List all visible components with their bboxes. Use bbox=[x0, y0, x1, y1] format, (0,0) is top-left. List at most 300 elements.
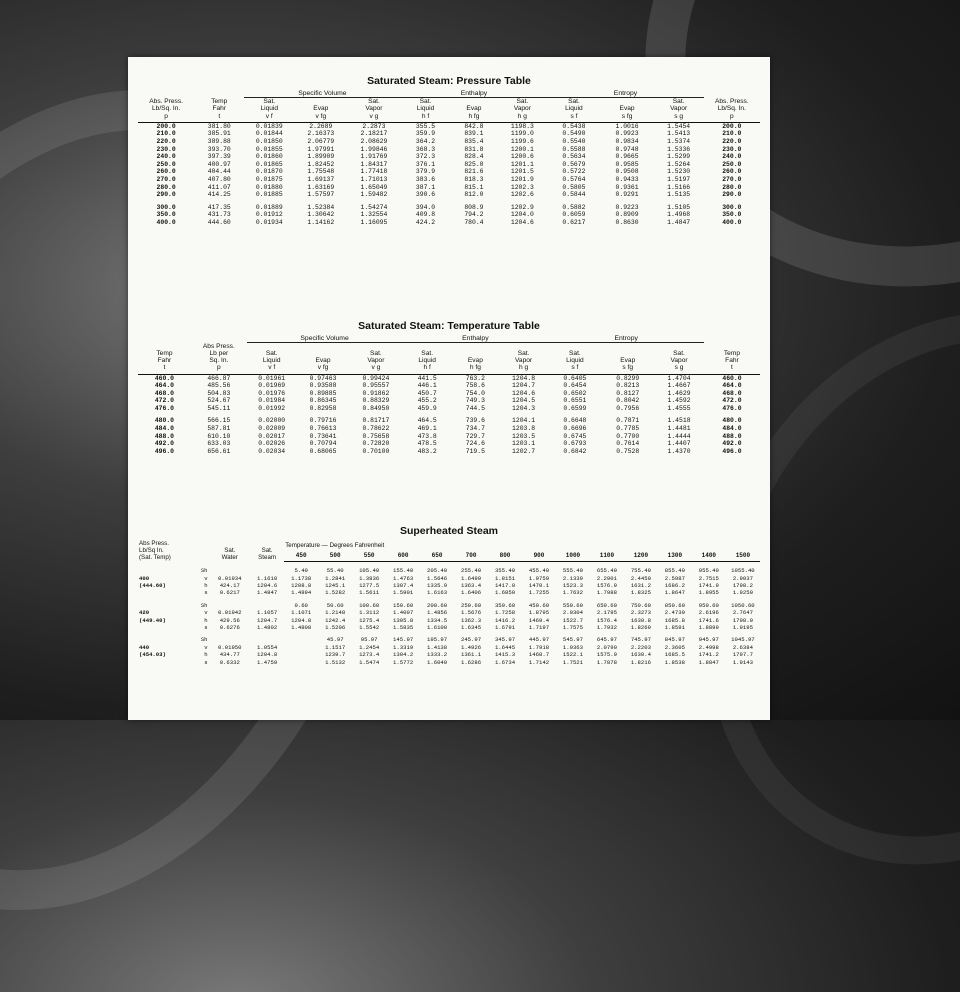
table-cell: 480.0 bbox=[154, 417, 175, 425]
table-cell: 1275.4 bbox=[359, 616, 380, 624]
table-cell: 1202.6 bbox=[510, 191, 534, 199]
table-cell: 1.8269 bbox=[630, 623, 651, 631]
header-line: Evap bbox=[620, 357, 636, 365]
table-row bbox=[138, 631, 760, 643]
table-cell: 1201.9 bbox=[510, 175, 534, 183]
header-line: p bbox=[164, 112, 168, 120]
table-cell: 1055.40 bbox=[731, 567, 755, 575]
header-line: t bbox=[163, 364, 166, 372]
table-cell: 0.02026 bbox=[258, 440, 286, 448]
table-cell: 5.40 bbox=[294, 567, 308, 575]
header-line: h f bbox=[421, 112, 430, 120]
header-line: Sat. bbox=[261, 547, 273, 555]
table-cell: 150.60 bbox=[393, 601, 414, 609]
table-cell: 1.82452 bbox=[307, 160, 335, 168]
table-cell: 0.8127 bbox=[616, 389, 640, 397]
column-header bbox=[401, 98, 451, 123]
temperature-table bbox=[138, 335, 760, 455]
table-cell: 1334.5 bbox=[427, 616, 448, 624]
pressure-cell: (444.60) bbox=[139, 581, 166, 589]
table-cell: 496.0 bbox=[154, 447, 175, 455]
pressure-table-header bbox=[138, 90, 760, 122]
table-cell: 1201.1 bbox=[510, 160, 534, 168]
table-cell: 1273.4 bbox=[359, 651, 380, 659]
table-cell: 1.9250 bbox=[732, 589, 753, 597]
temperature-table-title: Saturated Steam: Temperature Table bbox=[358, 320, 540, 332]
table-cell: 1.5542 bbox=[359, 623, 380, 631]
table-cell: 845.97 bbox=[664, 636, 685, 644]
table-cell: 464.0 bbox=[154, 382, 175, 390]
table-cell: 1.7197 bbox=[528, 623, 550, 631]
table-cell: 145.97 bbox=[393, 636, 414, 644]
table-cell: 355.40 bbox=[494, 567, 516, 575]
table-cell: 2.3273 bbox=[630, 609, 651, 617]
table-row bbox=[138, 199, 760, 212]
table-cell: 478.5 bbox=[417, 440, 437, 448]
table-cell: 1.5230 bbox=[667, 168, 691, 176]
table-cell: 1.7575 bbox=[562, 623, 584, 631]
table-cell: 1.4926 bbox=[460, 643, 482, 651]
table-cell: 1.0016 bbox=[615, 122, 639, 130]
table-cell: 0.8213 bbox=[616, 382, 640, 390]
table-cell: 1.8795 bbox=[528, 609, 550, 617]
table-cell: 1305.8 bbox=[393, 616, 414, 624]
table-cell: 1204.6 bbox=[510, 218, 534, 226]
table-row bbox=[138, 624, 760, 631]
table-cell: 0.01885 bbox=[255, 191, 283, 199]
header-line: Fahr bbox=[725, 357, 739, 365]
table-cell: 0.6059 bbox=[562, 211, 586, 219]
column-header bbox=[138, 98, 194, 123]
table-cell: 1.7878 bbox=[596, 658, 617, 666]
table-row bbox=[138, 412, 760, 425]
table-cell: 1.52384 bbox=[307, 203, 335, 211]
table-cell: 460.0 bbox=[154, 374, 175, 382]
pressure-group-header-row bbox=[138, 90, 760, 98]
table-cell: 372.3 bbox=[415, 153, 436, 161]
table-cell: 724.6 bbox=[465, 440, 485, 448]
table-cell: 350.0 bbox=[722, 211, 742, 219]
table-cell: 0.01844 bbox=[255, 130, 283, 138]
pressure-table-title: Saturated Steam: Pressure Table bbox=[367, 75, 531, 87]
table-cell: 1.4518 bbox=[667, 417, 691, 425]
table-cell: 270.0 bbox=[156, 175, 176, 183]
superheated-table-title: Superheated Steam bbox=[399, 525, 499, 537]
table-cell: 1.5282 bbox=[325, 589, 346, 597]
table-cell: 587.81 bbox=[207, 425, 231, 433]
table-cell: 483.2 bbox=[417, 447, 437, 455]
header-line: Temp bbox=[156, 349, 173, 357]
property-symbol: h bbox=[204, 651, 208, 659]
table-cell: 100.60 bbox=[359, 601, 380, 609]
table-cell: 1631.2 bbox=[630, 581, 651, 589]
table-cell: 1.4894 bbox=[291, 589, 312, 597]
table-cell: 0.89885 bbox=[309, 389, 337, 397]
table-row bbox=[138, 219, 760, 227]
header-line: Abs Press. bbox=[139, 540, 169, 547]
sat-water-cell: 0.01942 bbox=[218, 609, 242, 617]
table-cell: 755.40 bbox=[630, 567, 651, 575]
table-cell: 1203.5 bbox=[512, 432, 536, 440]
table-cell: 0.78622 bbox=[362, 425, 390, 433]
table-cell: 210.0 bbox=[722, 130, 742, 138]
table-cell: 0.01860 bbox=[255, 153, 283, 161]
table-cell: 1204.8 bbox=[512, 374, 536, 382]
table-cell: 364.2 bbox=[415, 138, 436, 145]
table-cell: 0.8630 bbox=[615, 218, 639, 226]
table-cell: 1.4968 bbox=[667, 211, 691, 219]
table-cell: 545.97 bbox=[562, 636, 584, 644]
table-cell: 566.15 bbox=[207, 417, 231, 425]
sat-steam-cell bbox=[250, 631, 284, 643]
group-header: Enthalpy bbox=[402, 335, 548, 343]
table-cell: 1.4629 bbox=[667, 389, 691, 397]
temperature-table-section bbox=[138, 320, 760, 455]
table-cell: 1.7258 bbox=[494, 609, 516, 617]
table-cell: 0.70100 bbox=[362, 447, 390, 455]
table-cell: 1.8216 bbox=[630, 658, 651, 666]
table-cell: 2.7515 bbox=[698, 574, 719, 582]
table-cell: 1.8847 bbox=[698, 658, 719, 666]
table-cell: 0.02000 bbox=[258, 417, 286, 425]
table-cell: 763.2 bbox=[465, 374, 485, 382]
table-cell: 633.03 bbox=[207, 440, 231, 448]
table-cell: 445.97 bbox=[528, 636, 550, 644]
column-header bbox=[451, 98, 498, 123]
table-cell: 0.5634 bbox=[562, 153, 586, 161]
group-header: Specific Volume bbox=[244, 90, 400, 98]
table-cell: 821.6 bbox=[464, 168, 484, 176]
table-row bbox=[138, 138, 760, 146]
table-row bbox=[138, 405, 760, 413]
header-line: Lb per bbox=[209, 349, 229, 357]
table-cell: 1.7988 bbox=[596, 589, 617, 597]
table-cell: 0.6551 bbox=[563, 397, 587, 405]
table-cell: 393.70 bbox=[207, 145, 231, 153]
property-symbol: s bbox=[204, 589, 208, 597]
table-cell: 1.4370 bbox=[667, 447, 691, 455]
table-cell: 0.9433 bbox=[615, 175, 639, 183]
table-cell: 645.97 bbox=[596, 636, 617, 644]
table-cell: 739.6 bbox=[465, 417, 485, 425]
table-cell: 0.7785 bbox=[616, 425, 640, 433]
table-cell: 1.5611 bbox=[359, 589, 380, 597]
table-cell: 0.6745 bbox=[563, 432, 587, 440]
table-cell: 0.88329 bbox=[362, 397, 390, 405]
header-line: v fg bbox=[315, 112, 327, 120]
table-cell: 1.9143 bbox=[732, 658, 753, 666]
table-cell: 729.7 bbox=[465, 432, 485, 440]
table-cell: 650.60 bbox=[596, 601, 617, 609]
superheated-table-body bbox=[138, 562, 760, 666]
table-cell: 1204.3 bbox=[512, 404, 536, 412]
table-cell: 0.72820 bbox=[362, 440, 390, 448]
header-line: Vapor bbox=[515, 357, 533, 365]
header-line: Liquid bbox=[416, 105, 435, 113]
group-header: Entropy bbox=[548, 335, 703, 343]
superheated-header-row bbox=[138, 540, 760, 549]
table-cell: 818.3 bbox=[464, 175, 484, 183]
table-cell: 1.5901 bbox=[393, 589, 414, 597]
header-line: h g bbox=[517, 112, 527, 120]
table-cell: 1.16095 bbox=[360, 218, 388, 226]
header-line: Sat. bbox=[672, 98, 685, 106]
table-cell: 2.16373 bbox=[307, 130, 335, 138]
header-line: Sat. bbox=[421, 349, 434, 357]
header-line: Lb/Sq. In. bbox=[152, 105, 181, 113]
sat-water-header bbox=[210, 540, 250, 562]
table-cell: 0.5805 bbox=[562, 183, 586, 191]
table-cell: 0.84950 bbox=[362, 404, 390, 412]
table-row bbox=[138, 651, 760, 658]
table-cell: 2.2873 bbox=[362, 122, 386, 130]
table-cell: 0.6648 bbox=[563, 417, 587, 425]
table-cell: 45.97 bbox=[326, 636, 344, 644]
table-cell: 750.60 bbox=[630, 601, 651, 609]
header-line: Sat. bbox=[265, 349, 278, 357]
table-cell: 1245.1 bbox=[325, 581, 346, 589]
table-cell: 359.9 bbox=[415, 130, 436, 138]
header-line: Liquid bbox=[565, 105, 583, 113]
table-cell: 1.6406 bbox=[460, 589, 482, 597]
table-cell: 290.0 bbox=[156, 191, 176, 199]
sat-steam-cell: 1.0554 bbox=[257, 643, 278, 651]
column-header bbox=[654, 343, 704, 374]
table-cell: 0.7700 bbox=[616, 432, 640, 440]
table-cell: 1.4704 bbox=[667, 374, 691, 382]
table-cell: 0.5588 bbox=[562, 145, 586, 153]
table-cell: 400.97 bbox=[207, 160, 231, 168]
table-cell: 1.1738 bbox=[291, 574, 312, 582]
table-cell: 1.5135 bbox=[667, 191, 691, 199]
table-cell: 0.02017 bbox=[258, 432, 286, 440]
table-cell: 1.5299 bbox=[667, 153, 691, 161]
table-cell: 1.8151 bbox=[494, 574, 516, 582]
table-cell: 1199.0 bbox=[510, 130, 534, 138]
table-cell: 459.9 bbox=[417, 404, 437, 412]
group-header: Enthalpy bbox=[401, 90, 548, 98]
column-header bbox=[601, 98, 654, 123]
table-cell: 0.02034 bbox=[258, 447, 286, 455]
table-cell: 950.60 bbox=[698, 601, 719, 609]
temperature-column-header: 1000 bbox=[556, 549, 590, 561]
sat-steam-header bbox=[250, 540, 284, 562]
table-cell: 0.5882 bbox=[562, 203, 586, 211]
table-cell: 472.0 bbox=[154, 397, 175, 405]
table-cell: 200.60 bbox=[427, 601, 448, 609]
header-line: Fahr bbox=[157, 357, 172, 365]
table-cell: 1.84317 bbox=[360, 160, 388, 168]
table-cell: 379.9 bbox=[415, 168, 436, 176]
table-cell: 2.0304 bbox=[562, 609, 584, 617]
table-cell: 1469.4 bbox=[528, 616, 550, 624]
property-symbol: s bbox=[204, 658, 208, 666]
column-header bbox=[499, 343, 549, 374]
table-cell: 1200.1 bbox=[510, 145, 534, 153]
table-cell: 300.0 bbox=[156, 203, 176, 211]
table-row bbox=[138, 562, 760, 575]
temperature-header: Temperature — Degrees Fahrenheit bbox=[285, 542, 385, 549]
table-cell: 0.01880 bbox=[255, 183, 283, 191]
table-cell: 1.99846 bbox=[360, 145, 388, 153]
table-cell: 1.32554 bbox=[360, 211, 388, 219]
table-cell: 400.0 bbox=[156, 218, 176, 226]
pressure-table bbox=[138, 90, 760, 227]
sat-water-cell: 434.77 bbox=[219, 651, 240, 659]
table-cell: 95.97 bbox=[360, 636, 378, 644]
pressure-cell bbox=[138, 589, 191, 596]
table-cell: 754.0 bbox=[465, 389, 485, 397]
table-cell: 1202.7 bbox=[512, 447, 536, 455]
table-cell: 1.6345 bbox=[460, 623, 482, 631]
table-cell: 1.7521 bbox=[562, 658, 584, 666]
table-row bbox=[138, 659, 760, 666]
table-cell: 0.7871 bbox=[616, 417, 640, 425]
table-cell: 2.4998 bbox=[698, 643, 719, 651]
table-cell: 2.0790 bbox=[596, 643, 617, 651]
header-line: Temp bbox=[211, 98, 228, 106]
table-cell: 1.9759 bbox=[528, 574, 550, 582]
table-cell: 1.4592 bbox=[667, 397, 691, 405]
superheated-table bbox=[138, 540, 760, 666]
property-symbol: v bbox=[204, 643, 208, 651]
table-cell: 1.4763 bbox=[393, 574, 414, 582]
temperature-group-header-row bbox=[138, 335, 760, 343]
table-cell: 355.5 bbox=[415, 122, 436, 130]
table-cell: 828.4 bbox=[464, 153, 484, 161]
table-cell: 270.0 bbox=[722, 175, 742, 183]
table-cell: 1200.6 bbox=[510, 153, 534, 161]
sat-water-cell: 0.01950 bbox=[218, 643, 242, 651]
table-cell: 1468.7 bbox=[528, 651, 550, 659]
table-cell: 260.0 bbox=[156, 168, 176, 176]
table-cell: 1.5646 bbox=[427, 574, 448, 582]
column-header bbox=[347, 98, 400, 123]
pressure-cell bbox=[138, 597, 191, 609]
header-line: s f bbox=[571, 364, 579, 372]
table-cell: 0.6696 bbox=[563, 425, 587, 433]
header-line: Sat. bbox=[517, 349, 530, 357]
table-cell: 1198.3 bbox=[510, 122, 534, 130]
header-line: Abs. Press. bbox=[149, 98, 183, 106]
table-cell: 250.60 bbox=[460, 601, 482, 609]
table-cell: 1.8538 bbox=[664, 658, 685, 666]
table-cell: 0.73641 bbox=[309, 432, 337, 440]
table-cell: 155.40 bbox=[393, 567, 414, 575]
column-header bbox=[294, 98, 347, 123]
property-symbol: s bbox=[204, 623, 208, 631]
table-cell bbox=[284, 659, 318, 666]
table-cell: 1202.9 bbox=[510, 203, 534, 211]
table-cell: 0.9585 bbox=[615, 160, 639, 168]
table-cell: 0.01850 bbox=[255, 138, 283, 145]
table-cell: 1.5197 bbox=[667, 175, 691, 183]
table-cell: 0.01855 bbox=[255, 145, 283, 153]
table-cell: 455.2 bbox=[417, 397, 437, 405]
header-line: Liquid bbox=[260, 105, 279, 113]
pressure-cell bbox=[138, 659, 191, 666]
table-cell: 0.01969 bbox=[258, 382, 286, 390]
table-cell: 1.8899 bbox=[698, 623, 719, 631]
header-line: Vapor bbox=[367, 357, 385, 365]
header-line: s g bbox=[674, 112, 684, 120]
header-line: h fg bbox=[469, 364, 481, 372]
table-cell: 1.97991 bbox=[307, 145, 335, 153]
pressure-table-body bbox=[138, 122, 760, 226]
column-header bbox=[704, 98, 760, 123]
table-cell: 1.65049 bbox=[360, 183, 388, 191]
table-cell: 1204.7 bbox=[512, 382, 536, 390]
temperature-column-header: 500 bbox=[318, 549, 352, 561]
column-header bbox=[138, 343, 191, 374]
pressure-column-header bbox=[138, 540, 191, 562]
table-cell: 280.0 bbox=[156, 183, 176, 191]
superheated-table-section bbox=[138, 525, 760, 666]
table-cell: 0.5679 bbox=[562, 160, 586, 168]
table-cell: 444.60 bbox=[207, 218, 231, 226]
table-cell: 842.8 bbox=[464, 122, 484, 130]
table-cell: 300.0 bbox=[722, 203, 742, 211]
table-cell: 441.5 bbox=[417, 374, 437, 382]
table-cell: 404.44 bbox=[207, 168, 231, 176]
table-cell: 0.8909 bbox=[615, 211, 639, 219]
table-cell: 1576.9 bbox=[596, 581, 617, 589]
table-cell: 1.7142 bbox=[528, 658, 550, 666]
property-symbol: v bbox=[204, 609, 208, 617]
table-cell: 1.30642 bbox=[307, 211, 335, 219]
table-cell: 484.0 bbox=[154, 425, 175, 433]
table-cell: 1686.2 bbox=[664, 581, 685, 589]
table-cell: 1.4481 bbox=[667, 425, 691, 433]
table-cell: 1417.0 bbox=[494, 581, 516, 589]
table-cell: 466.87 bbox=[207, 374, 231, 382]
table-cell: 1.4555 bbox=[667, 404, 691, 412]
table-cell: 1.77418 bbox=[360, 168, 388, 176]
header-line: Vapor bbox=[670, 105, 688, 113]
table-cell: 1204.1 bbox=[512, 417, 536, 425]
column-header bbox=[194, 98, 244, 123]
table-cell: 0.9291 bbox=[615, 191, 639, 199]
table-cell: 1741.6 bbox=[698, 616, 719, 624]
table-cell: 1.5132 bbox=[325, 658, 346, 666]
table-cell: 205.40 bbox=[427, 567, 448, 575]
table-cell: 476.0 bbox=[722, 404, 742, 412]
table-cell: 1630.4 bbox=[630, 651, 651, 659]
sat-steam-cell: 1.1057 bbox=[257, 609, 278, 617]
header-line: t bbox=[218, 112, 221, 120]
table-cell: 1.2454 bbox=[359, 643, 380, 651]
table-cell: 230.0 bbox=[722, 145, 742, 153]
table-cell: 545.11 bbox=[207, 404, 231, 412]
group-header: Specific Volume bbox=[247, 335, 402, 343]
table-cell: 0.5438 bbox=[562, 122, 586, 130]
header-line: Sat. bbox=[370, 349, 382, 357]
table-cell: 1.71013 bbox=[360, 175, 388, 183]
table-cell: 1.4007 bbox=[393, 609, 414, 617]
table-cell: 808.9 bbox=[464, 203, 484, 211]
table-row bbox=[138, 390, 760, 398]
header-line: Lb/Sq. In. bbox=[717, 105, 746, 113]
sat-steam-cell: 1.4759 bbox=[257, 658, 278, 666]
table-row bbox=[138, 176, 760, 184]
table-cell: 0.01839 bbox=[255, 122, 283, 130]
table-row bbox=[138, 448, 760, 456]
table-cell: 260.0 bbox=[722, 168, 742, 176]
group-header: Entropy bbox=[547, 90, 703, 98]
table-cell: 1333.2 bbox=[427, 651, 448, 659]
table-cell: 0.8299 bbox=[616, 374, 640, 382]
table-cell: 1.6734 bbox=[494, 658, 516, 666]
